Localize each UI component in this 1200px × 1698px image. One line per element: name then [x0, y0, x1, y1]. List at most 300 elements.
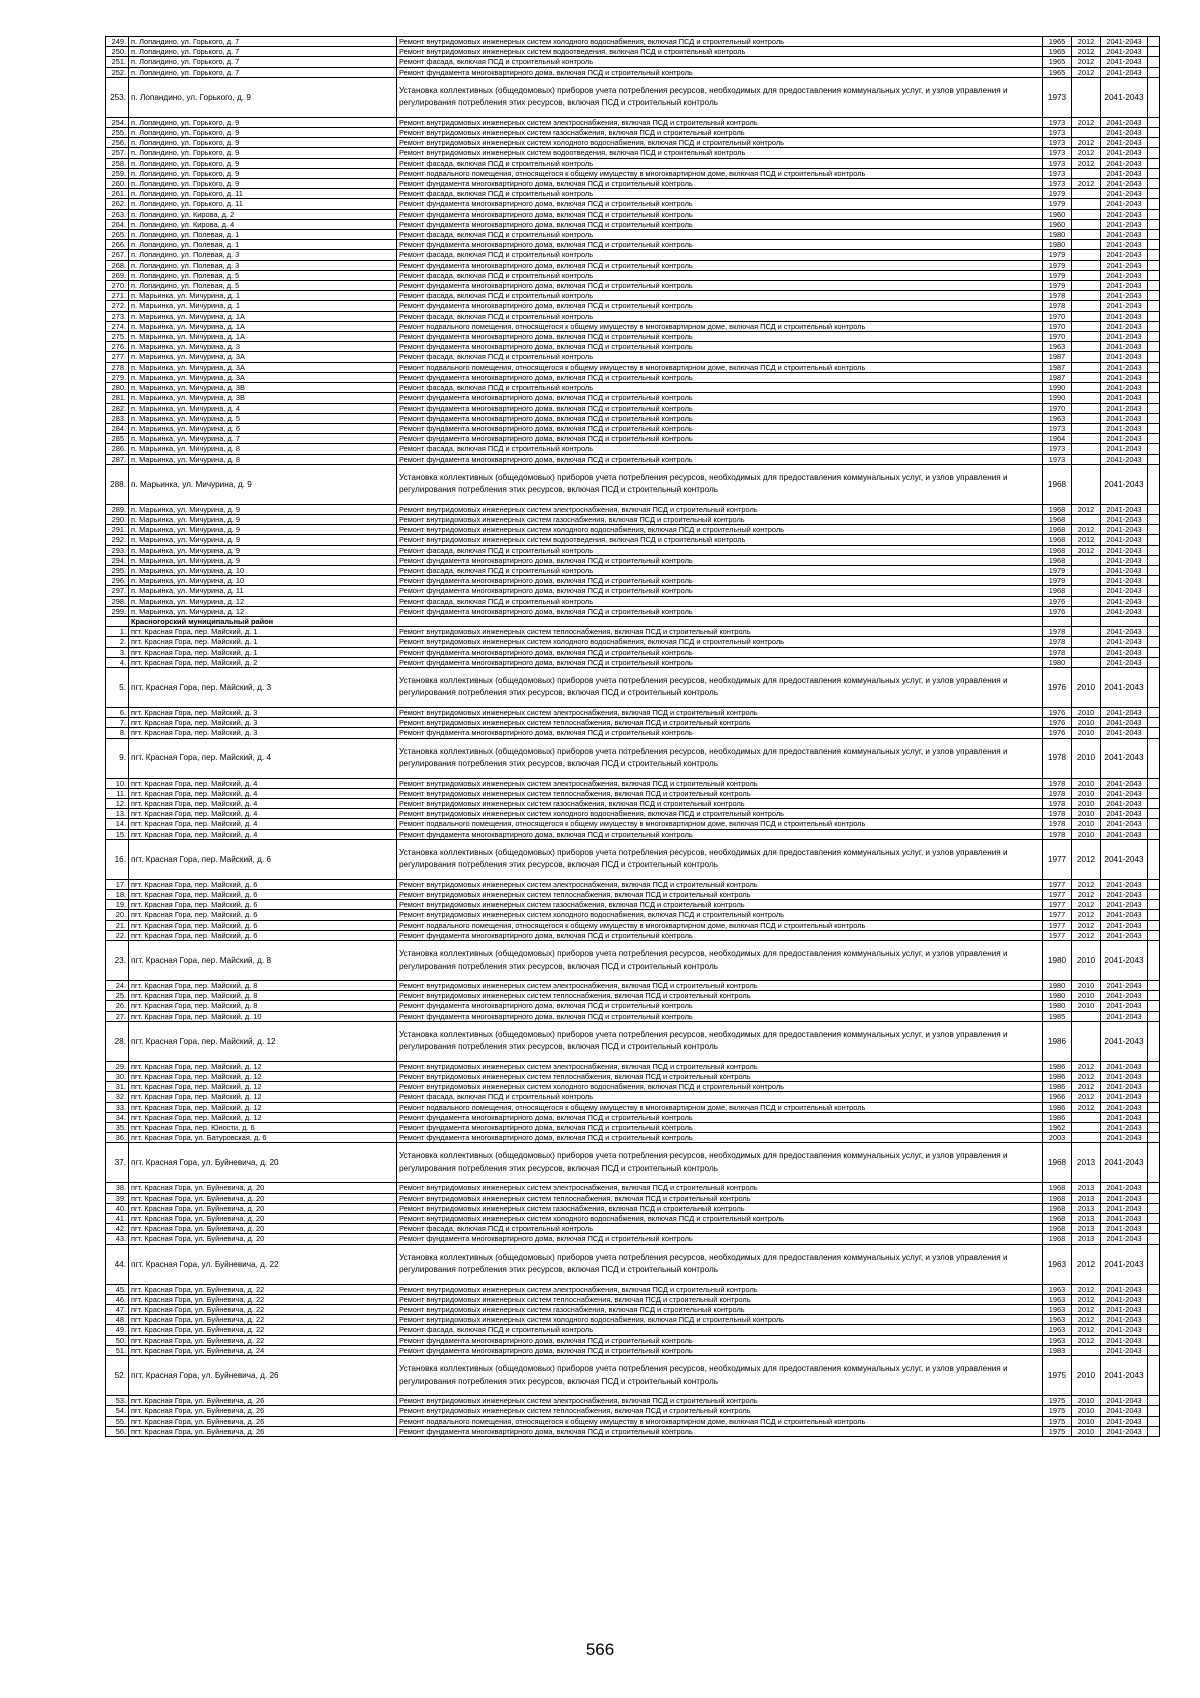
address-cell: пгт. Красная Гора, пер. Майский, д. 8	[129, 981, 397, 991]
year-built-cell: 1987	[1043, 372, 1072, 382]
address-cell: п. Марьинка, ул. Мичурина, д. 9	[129, 545, 397, 555]
table-row	[106, 179, 1160, 189]
address-cell: пгт. Красная Гора, пер. Майский, д. 1	[129, 627, 397, 637]
planned-period-cell: 2041-2043	[1101, 920, 1148, 930]
work-description-cell: Ремонт подвального помещения, относящегося к общему имуществу в многоквартирном доме, включая ПСД и строительный контроль	[397, 168, 1043, 178]
extra-cell	[1148, 535, 1160, 545]
work-description-cell: Установка коллективных (общедомовых) приборов учета потребления ресурсов, необходимых для предоставления коммунальных услуг, и узлов управления и регулирования потребления этих ресурсов, включая ПСД и строительный контроль	[397, 667, 1043, 707]
year-built-cell: 1978	[1043, 291, 1072, 301]
row-number-cell: 289.	[106, 504, 129, 514]
row-number-cell: 298.	[106, 596, 129, 606]
year-built-cell: 1986	[1043, 1072, 1072, 1082]
planned-period-cell: 2041-2043	[1101, 910, 1148, 920]
address-cell: п. Лопандино, ул. Горького, д. 9	[129, 117, 397, 127]
last-repair-year-cell: 2012	[1072, 1305, 1101, 1315]
last-repair-year-cell: 2012	[1072, 1325, 1101, 1335]
work-description-cell: Ремонт внутридомовых инженерных систем холодного водоснабжения, включая ПСД и строительный контроль	[397, 1214, 1043, 1224]
table-row	[106, 798, 1160, 808]
planned-period-cell: 2041-2043	[1101, 981, 1148, 991]
row-number-cell: 22.	[106, 930, 129, 940]
table-row	[106, 230, 1160, 240]
work-description-cell: Установка коллективных (общедомовых) приборов учета потребления ресурсов, необходимых для предоставления коммунальных услуг, и узлов управления и регулирования потребления этих ресурсов, включая ПСД и строительный контроль	[397, 77, 1043, 117]
planned-period-cell: 2041-2043	[1101, 1416, 1148, 1426]
table-row	[106, 1345, 1160, 1355]
extra-cell	[1148, 1061, 1160, 1071]
planned-period-cell: 2041-2043	[1101, 565, 1148, 575]
table-row	[106, 362, 1160, 372]
extra-cell	[1148, 991, 1160, 1001]
table-row	[106, 504, 1160, 514]
row-number-cell: 299.	[106, 606, 129, 616]
last-repair-year-cell: 2012	[1072, 545, 1101, 555]
table-row	[106, 788, 1160, 798]
year-built-cell: 1975	[1043, 1426, 1072, 1436]
work-description-cell: Ремонт внутридомовых инженерных систем теплоснабжения, включая ПСД и строительный контроль	[397, 1072, 1043, 1082]
last-repair-year-cell	[1072, 77, 1101, 117]
planned-period-cell: 2041-2043	[1101, 138, 1148, 148]
work-description-cell: Ремонт внутридомовых инженерных систем холодного водоснабжения, включая ПСД и строительный контроль	[397, 37, 1043, 47]
table-row	[106, 67, 1160, 77]
extra-cell	[1148, 158, 1160, 168]
row-number-cell: 261.	[106, 189, 129, 199]
year-built-cell: 1973	[1043, 158, 1072, 168]
last-repair-year-cell: 2010	[1072, 798, 1101, 808]
address-cell: п. Марьинка, ул. Мичурина, д. 3	[129, 342, 397, 352]
row-number-cell: 255.	[106, 128, 129, 138]
table-row	[106, 879, 1160, 889]
planned-period-cell: 2041-2043	[1101, 1072, 1148, 1082]
table-row	[106, 1001, 1160, 1011]
address-cell: п. Лопандино, ул. Горького, д. 11	[129, 189, 397, 199]
table-row	[106, 738, 1160, 778]
extra-cell	[1148, 342, 1160, 352]
extra-cell	[1148, 1102, 1160, 1112]
year-built-cell: 1970	[1043, 321, 1072, 331]
row-number-cell: 286.	[106, 444, 129, 454]
extra-cell	[1148, 1396, 1160, 1406]
address-cell: пгт. Красная Гора, ул. Буйневича, д. 20	[129, 1224, 397, 1234]
year-built-cell: 1980	[1043, 991, 1072, 1001]
table-row	[106, 514, 1160, 524]
extra-cell	[1148, 738, 1160, 778]
work-description-cell: Ремонт фасада, включая ПСД и строительный контроль	[397, 383, 1043, 393]
row-number-cell: 28.	[106, 1021, 129, 1061]
extra-cell	[1148, 1082, 1160, 1092]
planned-period-cell: 2041-2043	[1101, 1061, 1148, 1071]
year-built-cell: 1978	[1043, 647, 1072, 657]
address-cell: пгт. Красная Гора, ул. Буйневича, д. 26	[129, 1426, 397, 1436]
last-repair-year-cell: 2013	[1072, 1143, 1101, 1183]
work-description-cell: Ремонт внутридомовых инженерных систем электроснабжения, включая ПСД и строительный контроль	[397, 707, 1043, 717]
extra-cell	[1148, 788, 1160, 798]
work-description-cell: Ремонт фундамента многоквартирного дома, включая ПСД и строительный контроль	[397, 199, 1043, 209]
table-row	[106, 839, 1160, 879]
year-built-cell: 1987	[1043, 352, 1072, 362]
last-repair-year-cell	[1072, 606, 1101, 616]
address-cell: пгт. Красная Гора, пер. Майский, д. 8	[129, 991, 397, 1001]
last-repair-year-cell: 2010	[1072, 728, 1101, 738]
work-description-cell: Ремонт фасада, включая ПСД и строительный контроль	[397, 1092, 1043, 1102]
address-cell: п. Лопандино, ул. Кирова, д. 4	[129, 219, 397, 229]
table-row	[106, 454, 1160, 464]
work-description-cell: Ремонт фасада, включая ПСД и строительный контроль	[397, 311, 1043, 321]
address-cell: п. Марьинка, ул. Мичурина, д. 9	[129, 464, 397, 504]
address-cell: п. Лопандино, ул. Полевая, д. 5	[129, 270, 397, 280]
work-description-cell: Установка коллективных (общедомовых) приборов учета потребления ресурсов, необходимых для предоставления коммунальных услуг, и узлов управления и регулирования потребления этих ресурсов, включая ПСД и строительный контроль	[397, 839, 1043, 879]
row-number-cell: 20.	[106, 910, 129, 920]
last-repair-year-cell: 2012	[1072, 839, 1101, 879]
year-built-cell: 1979	[1043, 281, 1072, 291]
last-repair-year-cell	[1072, 413, 1101, 423]
planned-period-cell: 2041-2043	[1101, 890, 1148, 900]
work-description-cell: Ремонт фасада, включая ПСД и строительный контроль	[397, 565, 1043, 575]
table-row	[106, 1244, 1160, 1284]
address-cell: п. Лопандино, ул. Горького, д. 7	[129, 57, 397, 67]
planned-period-cell: 2041-2043	[1101, 788, 1148, 798]
year-built-cell: 1979	[1043, 576, 1072, 586]
year-built-cell: 1968	[1043, 1224, 1072, 1234]
planned-period-cell: 2041-2043	[1101, 576, 1148, 586]
planned-period-cell: 2041-2043	[1101, 57, 1148, 67]
address-cell: п. Лопандино, ул. Горького, д. 9	[129, 179, 397, 189]
work-description-cell: Установка коллективных (общедомовых) приборов учета потребления ресурсов, необходимых для предоставления коммунальных услуг, и узлов управления и регулирования потребления этих ресурсов, включая ПСД и строительный контроль	[397, 941, 1043, 981]
planned-period-cell: 2041-2043	[1101, 718, 1148, 728]
year-built-cell: 1977	[1043, 890, 1072, 900]
row-number-cell: 14.	[106, 819, 129, 829]
last-repair-year-cell: 2010	[1072, 667, 1101, 707]
year-built-cell: 1990	[1043, 393, 1072, 403]
planned-period-cell: 2041-2043	[1101, 423, 1148, 433]
year-built-cell: 1986	[1043, 1021, 1072, 1061]
extra-cell	[1148, 1001, 1160, 1011]
table-row	[106, 1426, 1160, 1436]
row-number-cell: 292.	[106, 535, 129, 545]
planned-period-cell: 2041-2043	[1101, 900, 1148, 910]
address-cell: пгт. Красная Гора, пер. Майский, д. 12	[129, 1072, 397, 1082]
planned-period-cell: 2041-2043	[1101, 504, 1148, 514]
row-number-cell: 1.	[106, 627, 129, 637]
last-repair-year-cell	[1072, 434, 1101, 444]
table-row	[106, 199, 1160, 209]
extra-cell	[1148, 1183, 1160, 1193]
table-row	[106, 57, 1160, 67]
address-cell: пгт. Красная Гора, пер. Майский, д. 3	[129, 728, 397, 738]
year-built-cell: 1975	[1043, 1406, 1072, 1416]
table-row	[106, 281, 1160, 291]
address-cell: пгт. Красная Гора, пер. Майский, д. 1	[129, 647, 397, 657]
work-description-cell: Ремонт внутридомовых инженерных систем теплоснабжения, включая ПСД и строительный контроль	[397, 890, 1043, 900]
year-built-cell: 1978	[1043, 788, 1072, 798]
table-section-lopandino-marinka	[106, 37, 1160, 617]
address-cell: п. Марьинка, ул. Мичурина, д. 3А	[129, 352, 397, 362]
extra-cell	[1148, 1244, 1160, 1284]
work-description-cell: Ремонт фасада, включая ПСД и строительный контроль	[397, 1224, 1043, 1234]
table-row	[106, 829, 1160, 839]
extra-cell	[1148, 393, 1160, 403]
address-cell: пгт. Красная Гора, ул. Буйневича, д. 22	[129, 1335, 397, 1345]
row-number-cell: 269.	[106, 270, 129, 280]
planned-period-cell: 2041-2043	[1101, 728, 1148, 738]
last-repair-year-cell: 2012	[1072, 900, 1101, 910]
address-cell: пгт. Красная Гора, пер. Майский, д. 4	[129, 778, 397, 788]
planned-period-cell: 2041-2043	[1101, 250, 1148, 260]
table-row	[106, 920, 1160, 930]
work-description-cell: Ремонт фундамента многоквартирного дома, включая ПСД и строительный контроль	[397, 301, 1043, 311]
address-cell: п. Лопандино, ул. Горького, д. 9	[129, 138, 397, 148]
planned-period-cell: 2041-2043	[1101, 464, 1148, 504]
last-repair-year-cell	[1072, 199, 1101, 209]
address-cell: п. Марьинка, ул. Мичурина, д. 12	[129, 606, 397, 616]
year-built-cell: 2003	[1043, 1133, 1072, 1143]
work-description-cell: Ремонт внутридомовых инженерных систем водоотведения, включая ПСД и строительный контроль	[397, 535, 1043, 545]
extra-cell	[1148, 1294, 1160, 1304]
address-cell: п. Марьинка, ул. Мичурина, д. 11	[129, 586, 397, 596]
last-repair-year-cell: 2012	[1072, 179, 1101, 189]
last-repair-year-cell	[1072, 168, 1101, 178]
planned-period-cell: 2041-2043	[1101, 128, 1148, 138]
year-built-cell: 1986	[1043, 1061, 1072, 1071]
planned-period-cell: 2041-2043	[1101, 260, 1148, 270]
planned-period-cell: 2041-2043	[1101, 1224, 1148, 1234]
address-cell: п. Марьинка, ул. Мичурина, д. 1А	[129, 311, 397, 321]
row-number-cell: 49.	[106, 1325, 129, 1335]
work-description-cell: Ремонт внутридомовых инженерных систем газоснабжения, включая ПСД и строительный контроль	[397, 900, 1043, 910]
planned-period-cell: 2041-2043	[1101, 596, 1148, 606]
last-repair-year-cell: 2010	[1072, 981, 1101, 991]
row-number-cell: 11.	[106, 788, 129, 798]
last-repair-year-cell: 2012	[1072, 504, 1101, 514]
year-built-cell: 1968	[1043, 1183, 1072, 1193]
work-description-cell: Ремонт фундамента многоквартирного дома, включая ПСД и строительный контроль	[397, 1112, 1043, 1122]
address-cell: п. Лопандино, ул. Горького, д. 9	[129, 128, 397, 138]
year-built-cell: 1968	[1043, 586, 1072, 596]
work-description-cell: Ремонт внутридомовых инженерных систем электроснабжения, включая ПСД и строительный контроль	[397, 1183, 1043, 1193]
extra-cell	[1148, 168, 1160, 178]
table-row	[106, 1284, 1160, 1294]
district-header-extra-cell	[1148, 616, 1160, 626]
planned-period-cell: 2041-2043	[1101, 117, 1148, 127]
address-cell: пгт. Красная Гора, пер. Майский, д. 6	[129, 900, 397, 910]
year-built-cell: 1960	[1043, 209, 1072, 219]
year-built-cell: 1979	[1043, 565, 1072, 575]
row-number-cell: 277.	[106, 352, 129, 362]
planned-period-cell: 2041-2043	[1101, 1335, 1148, 1345]
row-number-cell: 291.	[106, 525, 129, 535]
district-header: Красногорский муниципальный район	[129, 616, 397, 626]
row-number-cell: 40.	[106, 1203, 129, 1213]
district-header-period-cell	[1101, 616, 1148, 626]
repair-schedule-table	[105, 36, 1160, 1437]
table-row	[106, 667, 1160, 707]
address-cell: пгт. Красная Гора, ул. Буйневича, д. 22	[129, 1284, 397, 1294]
year-built-cell: 1979	[1043, 260, 1072, 270]
address-cell: пгт. Красная Гора, ул. Буйневича, д. 20	[129, 1203, 397, 1213]
extra-cell	[1148, 1224, 1160, 1234]
year-built-cell: 1976	[1043, 718, 1072, 728]
address-cell: пгт. Красная Гора, пер. Майский, д. 6	[129, 920, 397, 930]
extra-cell	[1148, 148, 1160, 158]
last-repair-year-cell: 2013	[1072, 1214, 1101, 1224]
planned-period-cell: 2041-2043	[1101, 991, 1148, 1001]
year-built-cell: 1978	[1043, 637, 1072, 647]
year-built-cell: 1973	[1043, 77, 1072, 117]
planned-period-cell: 2041-2043	[1101, 301, 1148, 311]
row-number-cell: 287.	[106, 454, 129, 464]
planned-period-cell: 2041-2043	[1101, 383, 1148, 393]
extra-cell	[1148, 545, 1160, 555]
extra-cell	[1148, 525, 1160, 535]
last-repair-year-cell: 2012	[1072, 117, 1101, 127]
planned-period-cell: 2041-2043	[1101, 1345, 1148, 1355]
row-number-cell: 41.	[106, 1214, 129, 1224]
planned-period-cell: 2041-2043	[1101, 1294, 1148, 1304]
table-row	[106, 565, 1160, 575]
work-description-cell: Ремонт внутридомовых инженерных систем электроснабжения, включая ПСД и строительный контроль	[397, 117, 1043, 127]
extra-cell	[1148, 627, 1160, 637]
extra-cell	[1148, 1203, 1160, 1213]
last-repair-year-cell: 2012	[1072, 910, 1101, 920]
year-built-cell: 1975	[1043, 1396, 1072, 1406]
work-description-cell: Ремонт фундамента многоквартирного дома, включая ПСД и строительный контроль	[397, 1133, 1043, 1143]
last-repair-year-cell: 2012	[1072, 920, 1101, 930]
extra-cell	[1148, 383, 1160, 393]
extra-cell	[1148, 1021, 1160, 1061]
address-cell: пгт. Красная Гора, пер. Майский, д. 3	[129, 707, 397, 717]
year-built-cell: 1960	[1043, 219, 1072, 229]
table-row	[106, 1021, 1160, 1061]
work-description-cell: Ремонт внутридомовых инженерных систем теплоснабжения, включая ПСД и строительный контроль	[397, 991, 1043, 1001]
row-number-cell: 37.	[106, 1143, 129, 1183]
address-cell: пгт. Красная Гора, пер. Майский, д. 6	[129, 839, 397, 879]
planned-period-cell: 2041-2043	[1101, 1011, 1148, 1021]
extra-cell	[1148, 504, 1160, 514]
year-built-cell: 1980	[1043, 1001, 1072, 1011]
table-row	[106, 596, 1160, 606]
extra-cell	[1148, 798, 1160, 808]
last-repair-year-cell: 2010	[1072, 809, 1101, 819]
planned-period-cell: 2041-2043	[1101, 1123, 1148, 1133]
extra-cell	[1148, 281, 1160, 291]
work-description-cell: Ремонт подвального помещения, относящегося к общему имуществу в многоквартирном доме, включая ПСД и строительный контроль	[397, 321, 1043, 331]
work-description-cell: Ремонт внутридомовых инженерных систем холодного водоснабжения, включая ПСД и строительный контроль	[397, 525, 1043, 535]
year-built-cell: 1970	[1043, 403, 1072, 413]
row-number-cell: 4.	[106, 657, 129, 667]
year-built-cell: 1977	[1043, 910, 1072, 920]
table-row	[106, 117, 1160, 127]
table-row	[106, 1315, 1160, 1325]
last-repair-year-cell	[1072, 1133, 1101, 1143]
extra-cell	[1148, 117, 1160, 127]
row-number-cell: 9.	[106, 738, 129, 778]
year-built-cell: 1978	[1043, 627, 1072, 637]
address-cell: пгт. Красная Гора, пер. Майский, д. 6	[129, 879, 397, 889]
last-repair-year-cell	[1072, 637, 1101, 647]
work-description-cell: Ремонт внутридомовых инженерных систем электроснабжения, включая ПСД и строительный контроль	[397, 504, 1043, 514]
row-number-cell: 249.	[106, 37, 129, 47]
planned-period-cell: 2041-2043	[1101, 1082, 1148, 1092]
last-repair-year-cell: 2012	[1072, 67, 1101, 77]
extra-cell	[1148, 37, 1160, 47]
last-repair-year-cell: 2010	[1072, 1356, 1101, 1396]
year-built-cell: 1976	[1043, 596, 1072, 606]
extra-cell	[1148, 606, 1160, 616]
address-cell: п. Марьинка, ул. Мичурина, д. 3А	[129, 362, 397, 372]
table-row	[106, 1406, 1160, 1416]
table-row	[106, 342, 1160, 352]
planned-period-cell: 2041-2043	[1101, 809, 1148, 819]
row-number-cell: 55.	[106, 1416, 129, 1426]
extra-cell	[1148, 57, 1160, 67]
extra-cell	[1148, 1123, 1160, 1133]
year-built-cell: 1976	[1043, 606, 1072, 616]
last-repair-year-cell: 2010	[1072, 819, 1101, 829]
planned-period-cell: 2041-2043	[1101, 637, 1148, 647]
planned-period-cell: 2041-2043	[1101, 179, 1148, 189]
year-built-cell: 1978	[1043, 778, 1072, 788]
work-description-cell: Ремонт фундамента многоквартирного дома, включая ПСД и строительный контроль	[397, 1335, 1043, 1345]
planned-period-cell: 2041-2043	[1101, 1193, 1148, 1203]
last-repair-year-cell	[1072, 230, 1101, 240]
address-cell: пгт. Красная Гора, ул. Буйневича, д. 22	[129, 1305, 397, 1315]
address-cell: п. Марьинка, ул. Мичурина, д. 10	[129, 576, 397, 586]
row-number-cell: 295.	[106, 565, 129, 575]
table-row	[106, 168, 1160, 178]
year-built-cell: 1965	[1043, 37, 1072, 47]
row-number-cell: 2.	[106, 637, 129, 647]
extra-cell	[1148, 352, 1160, 362]
planned-period-cell: 2041-2043	[1101, 1001, 1148, 1011]
planned-period-cell: 2041-2043	[1101, 930, 1148, 940]
last-repair-year-cell	[1072, 281, 1101, 291]
work-description-cell: Ремонт фасада, включая ПСД и строительный контроль	[397, 250, 1043, 260]
last-repair-year-cell: 2010	[1072, 991, 1101, 1001]
work-description-cell: Ремонт фасада, включая ПСД и строительный контроль	[397, 189, 1043, 199]
planned-period-cell: 2041-2043	[1101, 352, 1148, 362]
row-number-cell: 250.	[106, 47, 129, 57]
planned-period-cell: 2041-2043	[1101, 148, 1148, 158]
year-built-cell: 1963	[1043, 1244, 1072, 1284]
address-cell: п. Марьинка, ул. Мичурина, д. 8	[129, 454, 397, 464]
address-cell: пгт. Красная Гора, ул. Буйневича, д. 22	[129, 1325, 397, 1335]
work-description-cell: Ремонт фундамента многоквартирного дома, включая ПСД и строительный контроль	[397, 219, 1043, 229]
extra-cell	[1148, 1143, 1160, 1183]
table-row	[106, 718, 1160, 728]
address-cell: пгт. Красная Гора, ул. Батуровская, д. 6	[129, 1133, 397, 1143]
planned-period-cell: 2041-2043	[1101, 1112, 1148, 1122]
extra-cell	[1148, 565, 1160, 575]
table-row	[106, 321, 1160, 331]
table-row	[106, 444, 1160, 454]
address-cell: п. Марьинка, ул. Мичурина, д. 7	[129, 434, 397, 444]
year-built-cell: 1973	[1043, 423, 1072, 433]
year-built-cell: 1977	[1043, 930, 1072, 940]
work-description-cell: Ремонт внутридомовых инженерных систем холодного водоснабжения, включая ПСД и строительный контроль	[397, 637, 1043, 647]
last-repair-year-cell: 2010	[1072, 707, 1101, 717]
year-built-cell: 1966	[1043, 1092, 1072, 1102]
row-number-cell: 296.	[106, 576, 129, 586]
work-description-cell: Ремонт внутридомовых инженерных систем электроснабжения, включая ПСД и строительный контроль	[397, 879, 1043, 889]
table-row	[106, 423, 1160, 433]
extra-cell	[1148, 576, 1160, 586]
work-description-cell: Ремонт внутридомовых инженерных систем электроснабжения, включая ПСД и строительный контроль	[397, 1284, 1043, 1294]
row-number-cell: 10.	[106, 778, 129, 788]
work-description-cell: Установка коллективных (общедомовых) приборов учета потребления ресурсов, необходимых для предоставления коммунальных услуг, и узлов управления и регулирования потребления этих ресурсов, включая ПСД и строительный контроль	[397, 1021, 1043, 1061]
address-cell: пгт. Красная Гора, пер. Майский, д. 6	[129, 890, 397, 900]
row-number-cell: 25.	[106, 991, 129, 1001]
planned-period-cell: 2041-2043	[1101, 1284, 1148, 1294]
year-built-cell: 1968	[1043, 504, 1072, 514]
last-repair-year-cell	[1072, 1112, 1101, 1122]
